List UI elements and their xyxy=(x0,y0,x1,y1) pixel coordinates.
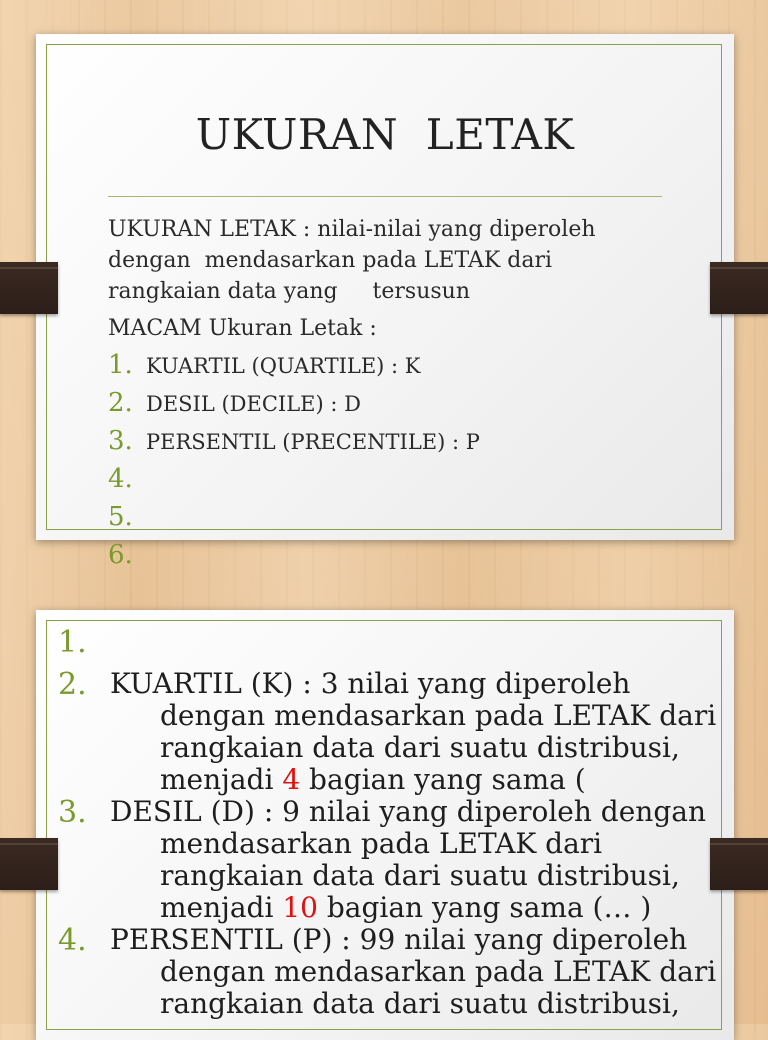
list-item xyxy=(58,626,738,668)
highlight-number: 4 xyxy=(282,763,301,796)
macam-label: MACAM Ukuran Letak : xyxy=(108,316,377,341)
list-text: DESIL (DECILE) : D xyxy=(146,392,361,416)
persentil-definition xyxy=(110,924,738,1020)
definition-line: PERSENTIL (P) : 99 nilai yang diperoleh xyxy=(110,923,688,956)
list-number: 4. xyxy=(108,464,133,494)
definition-line: rangkaian data dari suatu distribusi, xyxy=(160,731,680,764)
list-item-persentil xyxy=(58,924,738,1020)
desil-definition xyxy=(110,796,738,924)
definition-line: mendasarkan pada LETAK dari xyxy=(160,827,603,860)
definition-line: UKURAN LETAK : nilai-nilai yang diperoleh xyxy=(108,217,596,242)
list-item-kuartil xyxy=(58,668,738,796)
list-number: 5. xyxy=(108,502,133,532)
list-number: 3. xyxy=(108,426,133,456)
list-number: 6. xyxy=(108,540,133,570)
text-fragment: bagian yang sama ( xyxy=(300,763,586,796)
list-text: PERSENTIL (PRECENTILE) : P xyxy=(146,430,480,454)
definition-line: KUARTIL (K) : 3 nilai yang diperoleh xyxy=(110,667,631,700)
list-item-desil xyxy=(58,796,738,924)
text-fragment: bagian yang sama (… ) xyxy=(317,891,652,924)
highlight-number: 10 xyxy=(282,891,318,924)
list-number: 3. xyxy=(58,795,87,830)
kuartil-definition xyxy=(110,668,738,796)
definitions-list xyxy=(58,626,738,1020)
definition-line: DESIL (D) : 9 nilai yang diperoleh dengan xyxy=(110,795,706,828)
definition-line: rangkaian data dari suatu distribusi, xyxy=(160,987,680,1020)
definition-line xyxy=(110,892,738,924)
slide-2 xyxy=(36,610,734,1040)
definition-line: dengan mendasarkan pada LETAK dari xyxy=(160,955,717,988)
list-number: 2. xyxy=(58,667,87,702)
binder-clip-left-bottom xyxy=(0,838,58,890)
definition-line xyxy=(110,764,738,796)
list-number: 4. xyxy=(58,923,87,958)
definition-line: dengan mendasarkan pada LETAK dari xyxy=(108,248,553,273)
definition-text xyxy=(108,214,708,344)
slide-1 xyxy=(36,34,734,570)
list-number: 1. xyxy=(58,625,87,660)
list-text: KUARTIL (QUARTILE) : K xyxy=(146,354,421,378)
text-fragment: menjadi xyxy=(160,763,283,796)
list-number: 2. xyxy=(108,388,133,418)
title-divider xyxy=(108,196,662,197)
binder-clip-right-bottom xyxy=(710,838,768,890)
binder-clip-right-top xyxy=(710,262,768,314)
list-number: 1. xyxy=(108,350,133,380)
definition-line: dengan mendasarkan pada LETAK dari xyxy=(160,699,717,732)
text-fragment: menjadi xyxy=(160,891,283,924)
slide-title: UKURAN LETAK xyxy=(195,110,575,159)
binder-clip-left-top xyxy=(0,262,58,314)
definition-line: rangkaian data yang tersusun xyxy=(108,279,471,304)
definition-line: rangkaian data dari suatu distribusi, xyxy=(160,859,680,892)
